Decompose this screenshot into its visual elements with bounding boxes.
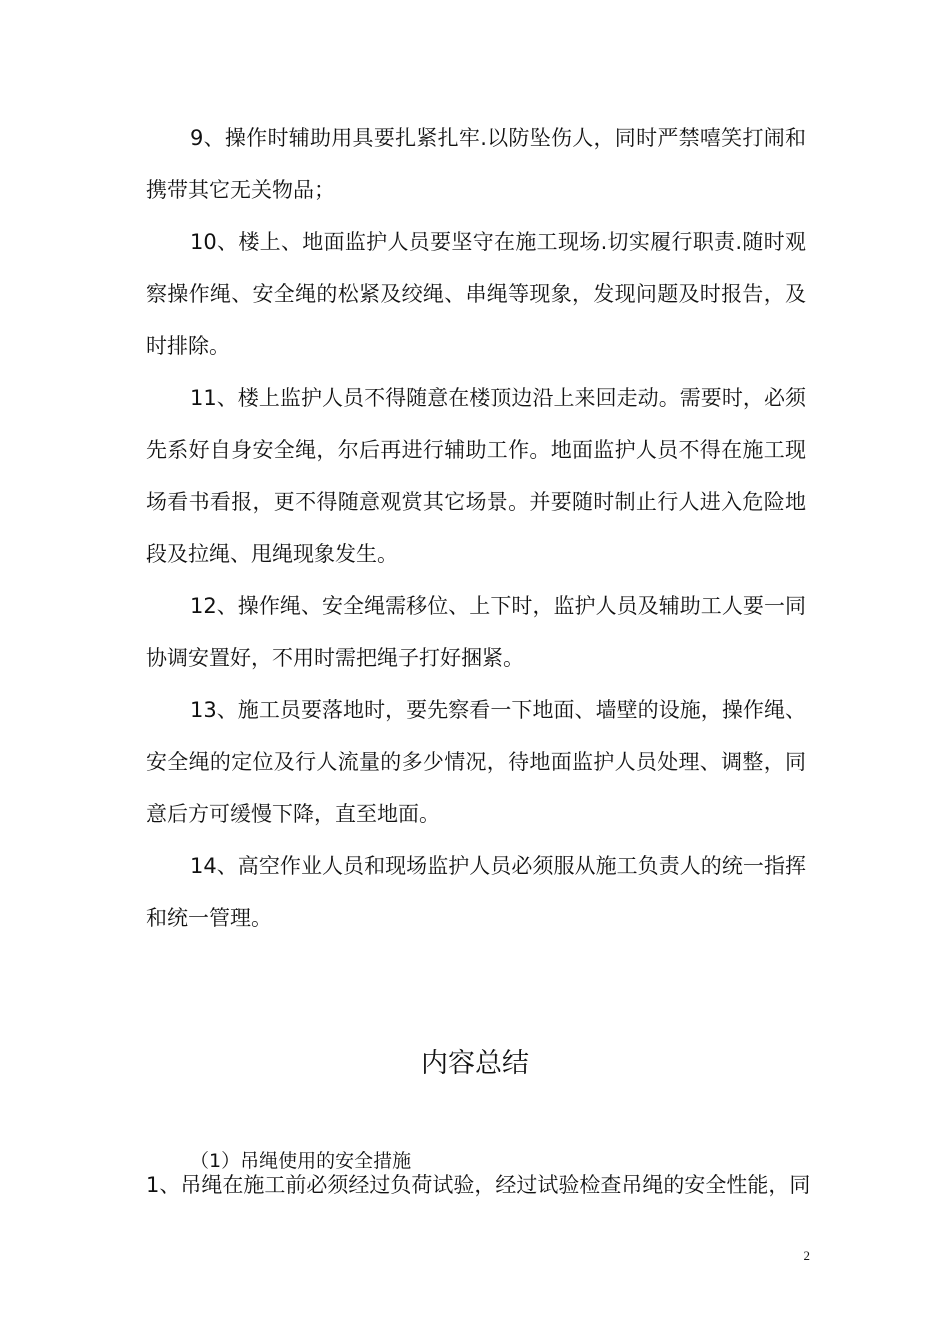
paragraph-13: 13、施工员要落地时，要先察看一下地面、墙壁的设施，操作绳、安全绳的定位及行人流量的多少情况，待地面监护人员处理、调整，同意后方可缓慢下降，直至地面。	[146, 698, 806, 826]
summary-title: 内容总结	[421, 1048, 529, 1079]
body-text	[146, 112, 806, 944]
paragraph-10: 10、楼上、地面监护人员要坚守在施工现场.切实履行职责.随时观察操作绳、安全绳的松紧及绞绳、串绳等现象，发现问题及时报告，及时排除。	[146, 230, 806, 358]
paragraph-11: 11、楼上监护人员不得随意在楼顶边沿上来回走动。需要时，必须先系好自身安全绳，尔后再进行辅助工作。地面监护人员不得在施工现场看书看报，更不得随意观赏其它场景。并要随时制止行人进入危险地段及拉绳、甩绳现象发生。	[146, 386, 806, 566]
summary-item-1: 1、吊绳在施工前必须经过负荷试验，经过试验检查吊绳的安全性能，同	[146, 1173, 811, 1197]
page-number: 2	[803, 1248, 810, 1263]
paragraph-12: 12、操作绳、安全绳需移位、上下时，监护人员及辅助工人要一同协调安置好，不用时需把绳子打好捆紧。	[146, 594, 806, 670]
paragraph-14: 14、高空作业人员和现场监护人员必须服从施工负责人的统一指挥和统一管理。	[146, 854, 806, 930]
summary-subheading: （1）吊绳使用的安全措施	[190, 1150, 412, 1172]
paragraph-9: 9、操作时辅助用具要扎紧扎牢.以防坠伤人，同时严禁嘻笑打闹和携带其它无关物品；	[146, 126, 806, 202]
